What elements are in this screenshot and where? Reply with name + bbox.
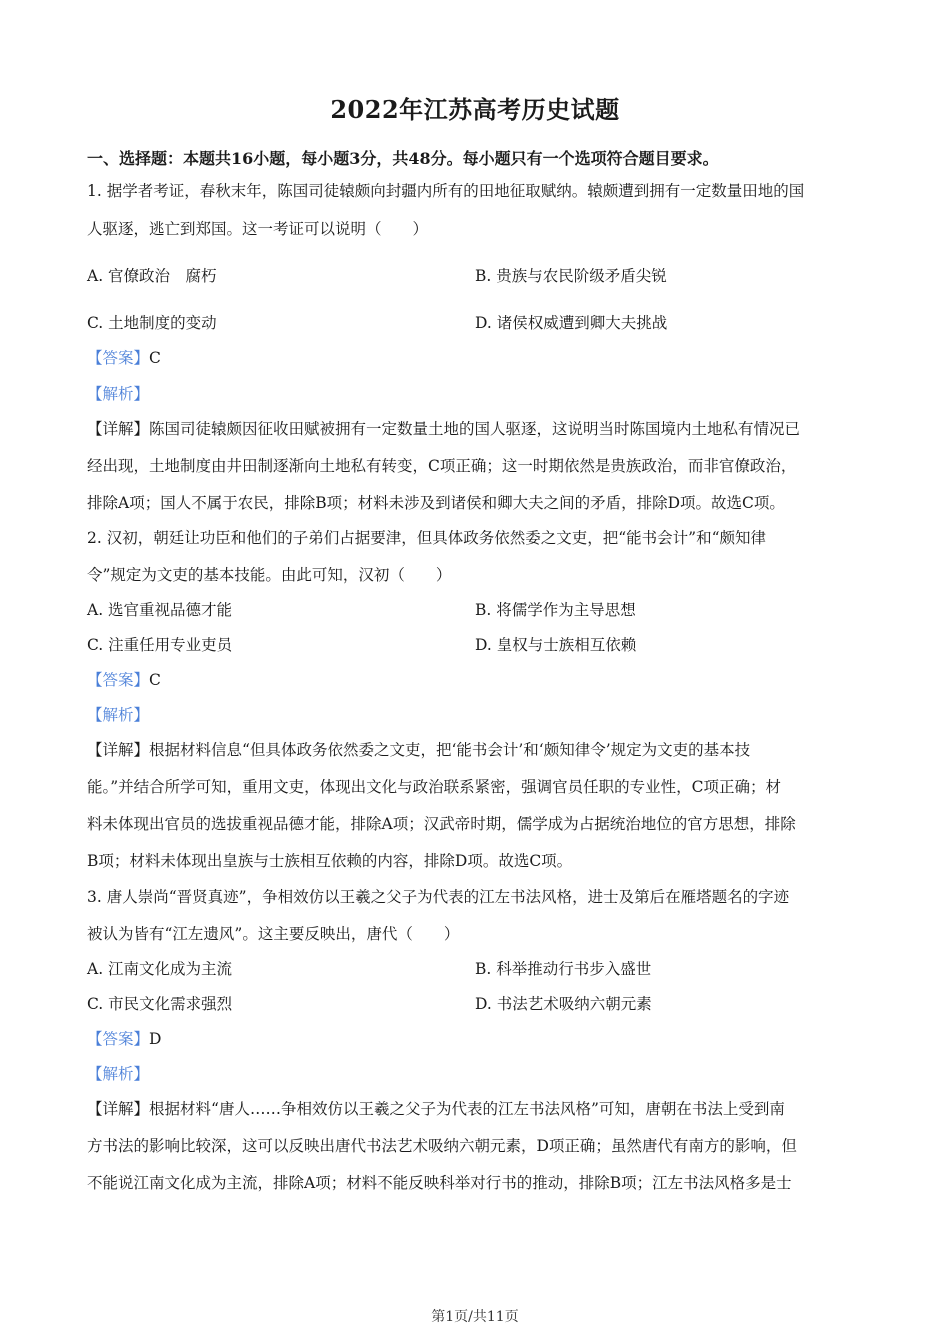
detail-line — [87, 418, 867, 440]
option-d: D. 诸侯权威遭到卿大夫挑战 — [475, 314, 668, 332]
answer-line — [87, 1028, 867, 1050]
detail-line: 能。”并结合所学可知，重用文吏，体现出文化与政治联系紧密，强调官员任职的专业性，C项正确；材 — [87, 778, 782, 796]
option-c: C. 市民文化需求强烈 — [87, 995, 233, 1013]
option-a: A. 选官重视品德才能 — [87, 601, 233, 619]
detail-tag: 【详解】 — [87, 420, 150, 438]
detail-line — [87, 739, 867, 761]
question-stem-line: 人驱逐，逃亡到郑国。这一考证可以说明（ ） — [87, 220, 429, 238]
answer-tag: 【答案】 — [87, 349, 150, 367]
question-stem-line: 3. 唐人崇尚“晋贤真迹”，争相效仿以王羲之父子为代表的江左书法风格，进士及第后在雁塔题名的字迹 — [87, 888, 790, 906]
detail-text: 根据材料信息“但具体政务依然委之文吏，把‘能书会计’和‘颇知律令’规定为文吏的基本技 — [149, 741, 751, 759]
answer-value: D — [149, 1030, 162, 1048]
answer-value: C — [149, 349, 161, 367]
question-stem-line: 2. 汉初，朝廷让功臣和他们的子弟们占据要津，但具体政务依然委之文吏，把“能书会计”和“颇知律 — [87, 529, 766, 547]
option-a: A. 官僚政治 腐朽 — [87, 267, 217, 285]
detail-line: 方书法的影响比较深，这可以反映出唐代书法艺术吸纳六朝元素，D项正确；虽然唐代有南方的影响，但 — [87, 1137, 797, 1155]
detail-line — [87, 1098, 867, 1120]
detail-line: 排除A项；国人不属于农民，排除B项；材料未涉及到诸侯和卿大夫之间的矛盾，排除D项。故选C项。 — [87, 494, 785, 512]
option-b: B. 将儒学作为主导思想 — [475, 601, 636, 619]
detail-line: B项；材料未体现出皇族与士族相互依赖的内容，排除D项。故选C项。 — [87, 852, 573, 870]
analysis-tag: 【解析】 — [87, 385, 150, 403]
detail-line: 经出现，土地制度由井田制逐渐向土地私有转变，C项正确；这一时期依然是贵族政治，而非官僚政治， — [87, 457, 797, 475]
option-c: C. 注重任用专业吏员 — [87, 636, 233, 654]
answer-value: C — [149, 671, 161, 689]
option-d: D. 皇权与士族相互依赖 — [475, 636, 637, 654]
section-heading: 一、选择题：本题共16小题，每小题3分，共48分。每小题只有一个选项符合题目要求。 — [87, 149, 719, 168]
page-title: 2022年江苏高考历史试题 — [330, 95, 620, 124]
detail-tag: 【详解】 — [87, 741, 150, 759]
answer-line — [87, 347, 867, 369]
option-c: C. 土地制度的变动 — [87, 314, 217, 332]
detail-text: 根据材料“唐人……争相效仿以王羲之父子为代表的江左书法风格”可知，唐朝在书法上受到南 — [149, 1100, 785, 1118]
page-footer: 第1页/共11页 — [431, 1309, 519, 1325]
option-b: B. 科举推动行书步入盛世 — [475, 960, 652, 978]
option-b: B. 贵族与农民阶级矛盾尖锐 — [475, 267, 667, 285]
option-d: D. 书法艺术吸纳六朝元素 — [475, 995, 652, 1013]
detail-tag: 【详解】 — [87, 1100, 150, 1118]
detail-line: 料未体现出官员的选拔重视品德才能，排除A项；汉武帝时期，儒学成为占据统治地位的官方思想，排除 — [87, 815, 796, 833]
analysis-line — [87, 704, 867, 726]
option-a: A. 江南文化成为主流 — [87, 960, 233, 978]
answer-line — [87, 669, 867, 691]
analysis-tag: 【解析】 — [87, 1065, 150, 1083]
question-stem-line: 被认为皆有“江左遗风”。这主要反映出，唐代（ ） — [87, 925, 460, 943]
detail-text: 陈国司徒辕颇因征收田赋被拥有一定数量土地的国人驱逐，这说明当时陈国境内土地私有情况已 — [149, 420, 801, 438]
analysis-line — [87, 383, 867, 405]
analysis-tag: 【解析】 — [87, 706, 150, 724]
detail-line: 不能说江南文化成为主流，排除A项；材料不能反映科举对行书的推动，排除B项；江左书法风格多是士 — [87, 1174, 792, 1192]
question-stem-line: 1. 据学者考证，春秋末年，陈国司徒辕颇向封疆内所有的田地征取赋纳。辕颇遭到拥有一定数量田地的国 — [87, 182, 805, 200]
question-stem-line: 令”规定为文吏的基本技能。由此可知，汉初（ ） — [87, 566, 452, 584]
analysis-line — [87, 1063, 867, 1085]
answer-tag: 【答案】 — [87, 1030, 150, 1048]
answer-tag: 【答案】 — [87, 671, 150, 689]
